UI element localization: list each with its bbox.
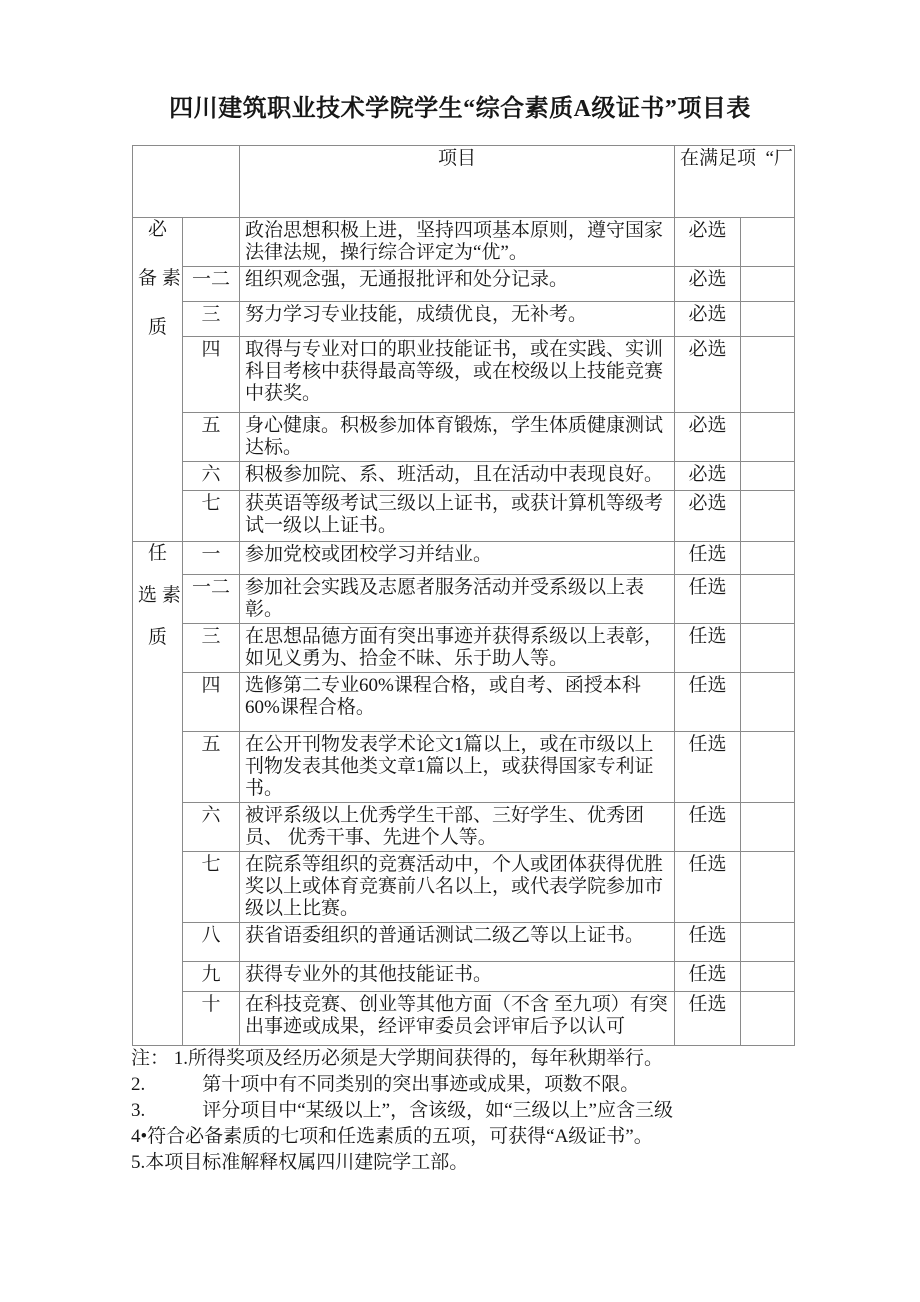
requirement-cell: 任选 [675,575,741,624]
page-title: 四川建筑职业技术学院学生“综合素质A级证书”项目表 [169,96,751,122]
requirement-cell: 任选 [675,992,741,1046]
item-number-cell: 一 [183,542,240,575]
item-description-cell: 政治思想积极上进，坚持四项基本原则，遵守国家法律法规，操行综合评定为“优”。 [240,218,675,267]
mark-cell [741,491,795,542]
item-number-cell: 四 [183,337,240,413]
table-row [133,542,795,575]
item-number-cell: 五 [183,413,240,462]
mark-cell [741,923,795,962]
mark-cell [741,992,795,1046]
mark-cell [741,852,795,923]
item-description-cell: 获英语等级考试三级以上证书，或获计算机等级考试一级以上证书。 [240,491,675,542]
note-line: 2. 第十项中有不同类别的突出事迹或成果，项数不限。 [131,1074,640,1095]
item-description-cell: 获省语委组织的普通话测试二级乙等以上证书。 [240,923,675,962]
table-row [133,732,795,803]
item-description-cell: 积极参加院、系、班活动，且在活动中表现良好。 [240,462,675,491]
section-label-line: 备 素 [138,268,181,289]
requirement-cell: 必选 [675,267,741,302]
table-row [133,673,795,732]
section-label-line: 质 [147,317,167,338]
table-row [133,962,795,992]
item-description-cell: 获得专业外的其他技能证书。 [240,962,675,992]
item-number-cell: 六 [183,462,240,491]
mark-cell [741,337,795,413]
table-row [133,491,795,542]
certificate-criteria-table [132,145,795,1046]
table-row [133,923,795,962]
requirement-cell: 任选 [675,852,741,923]
header-row [133,146,795,218]
requirement-cell: 任选 [675,673,741,732]
item-number-cell: 八 [183,923,240,962]
item-number-cell: 十 [183,992,240,1046]
item-description-cell: 在公开刊物发表学术论文1篇以上，或在市级以上刊物发表其他类文章1篇以上，或获得国家专利证书。 [240,732,675,803]
mark-cell [741,413,795,462]
item-description-cell: 组织观念强，无通报批评和处分记录。 [240,267,675,302]
item-number-cell: 四 [183,673,240,732]
section-label-line: 选 素 [138,585,181,606]
section-label-mandatory [133,218,183,542]
item-number-cell: 五 [183,732,240,803]
footnotes [131,1046,821,1176]
item-description-cell: 在思想品德方面有突出事迹并获得系级以上表彰，如见义勇为、拾金不昧、乐于助人等。 [240,624,675,673]
requirement-cell: 任选 [675,803,741,852]
item-description-cell: 选修第二专业60%课程合格，或自考、函授本科60%课程合格。 [240,673,675,732]
table-row [133,267,795,302]
requirement-cell: 任选 [675,624,741,673]
mark-cell [741,732,795,803]
item-number-cell: 三 [183,624,240,673]
requirement-cell: 必选 [675,337,741,413]
item-description-cell: 参加党校或团校学习并结业。 [240,542,675,575]
item-description-cell: 被评系级以上优秀学生干部、三好学生、优秀团员、 优秀干事、先进个人等。 [240,803,675,852]
mark-cell [741,575,795,624]
item-number-cell: 九 [183,962,240,992]
section-label-line: 任 [147,543,167,564]
mark-cell [741,302,795,337]
section-label-line: 必 [147,219,167,240]
mark-cell [741,624,795,673]
requirement-cell: 任选 [675,962,741,992]
table-row [133,624,795,673]
table-row [133,337,795,413]
note-line: 5.本项目标准解释权属四川建院学工部。 [131,1152,469,1173]
mark-cell [741,673,795,732]
table-row [133,803,795,852]
mark-cell [741,218,795,267]
mark-cell [741,542,795,575]
mark-cell [741,267,795,302]
header-corner-cell [133,146,240,218]
note-line: 4•符合必备素质的七项和任选素质的五项，可获得“A级证书”。 [131,1126,653,1147]
item-description-cell: 取得与专业对口的职业技能证书，或在实践、实训科目考核中获得最高等级，或在校级以上技能竞赛中获奖。 [240,337,675,413]
item-number-cell: 三 [183,302,240,337]
project-column-header: 项目 [240,146,675,218]
table-row [133,575,795,624]
item-description-cell: 努力学习专业技能，成绩优良，无补考。 [240,302,675,337]
item-number-cell [183,218,240,267]
table-row [133,218,795,267]
section-label-line: 质 [147,627,167,648]
requirement-cell: 必选 [675,302,741,337]
mark-cell [741,803,795,852]
item-description-cell: 在院系等组织的竞赛活动中，个人或团体获得优胜奖以上或体育竞赛前八名以上，或代表学院参加市级以上比赛。 [240,852,675,923]
item-number-cell: 一二 [183,575,240,624]
requirement-cell: 任选 [675,923,741,962]
item-number-cell: 七 [183,852,240,923]
item-number-cell: 一二 [183,267,240,302]
table-row [133,462,795,491]
table-row [133,413,795,462]
item-description-cell: 在科技竞赛、创业等其他方面（不含 至九项）有突出事迹或成果，经评审委员会评审后予以认可 [240,992,675,1046]
table-row [133,852,795,923]
requirement-cell: 必选 [675,462,741,491]
requirement-column-header: 在满足项 “厂 [675,146,795,218]
note-line: 注： 1.所得奖项及经历必须是大学期间获得的，每年秋期举行。 [131,1048,664,1069]
table-row [133,302,795,337]
requirement-cell: 必选 [675,491,741,542]
item-number-cell: 七 [183,491,240,542]
note-line: 3. 评分项目中“某级以上”，含该级，如“三级以上”应含三级 [131,1100,673,1121]
requirement-cell: 任选 [675,542,741,575]
item-description-cell: 参加社会实践及志愿者服务活动并受系级以上表彰。 [240,575,675,624]
section-label-optional [133,542,183,1046]
requirement-cell: 必选 [675,413,741,462]
mark-cell [741,962,795,992]
requirement-cell: 必选 [675,218,741,267]
item-number-cell: 六 [183,803,240,852]
table-row [133,992,795,1046]
requirement-cell: 任选 [675,732,741,803]
item-description-cell: 身心健康。积极参加体育锻炼，学生体质健康测试达标。 [240,413,675,462]
mark-cell [741,462,795,491]
